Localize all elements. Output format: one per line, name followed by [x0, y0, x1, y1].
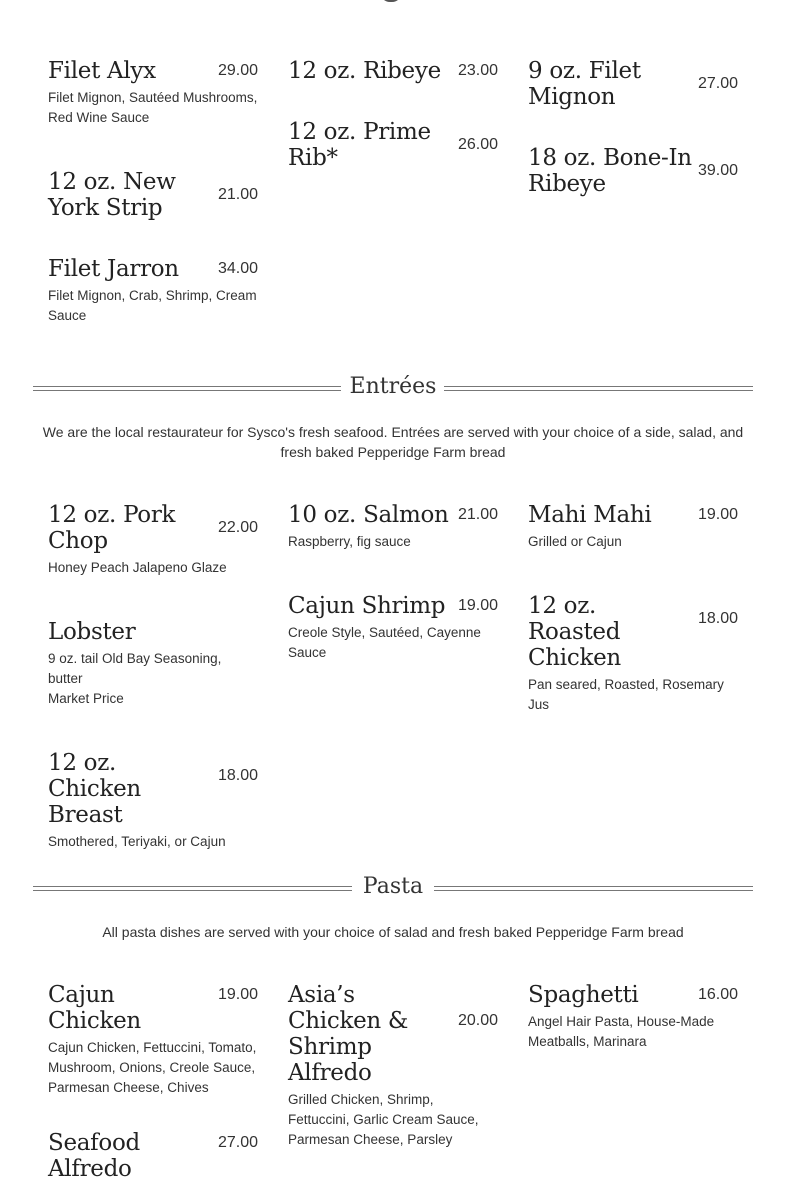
section-title: Entrées [349, 374, 437, 399]
menu-item [288, 593, 498, 663]
item-price: 21.00 [457, 506, 498, 523]
item-name: 12 oz. Chicken Breast [48, 750, 141, 828]
item-name: Cajun Chicken [48, 982, 141, 1034]
divider-rule-right [444, 386, 753, 391]
menu-item [48, 982, 258, 1098]
menu-item [528, 982, 738, 1052]
item-price: 16.00 [697, 986, 738, 1003]
menu-item [288, 982, 498, 1150]
menu-item [288, 58, 498, 84]
menu-item [48, 619, 258, 709]
item-price: 19.00 [457, 597, 498, 614]
item-name: 12 oz. Prime Rib* [288, 119, 431, 171]
menu-item [288, 502, 498, 552]
item-name: 12 oz. Pork Chop [48, 502, 176, 554]
item-description: Filet Mignon, Crab, Shrimp, Cream Sauce [48, 288, 257, 323]
item-price: 34.00 [217, 260, 258, 277]
item-price: 18.00 [217, 767, 258, 784]
item-description: Smothered, Teriyaki, or Cajun [48, 834, 226, 849]
item-price: 18.00 [697, 610, 738, 627]
item-description: Honey Peach Jalapeno Glaze [48, 560, 227, 575]
pasta-description: All pasta dishes are served with your choice of salad and fresh baked Pepperidge Farm bread [102, 924, 684, 940]
item-price: 29.00 [217, 62, 258, 79]
menu-item [48, 169, 258, 221]
divider-rule-right [434, 886, 753, 891]
item-name: 12 oz. New York Strip [48, 169, 176, 221]
item-name: Cajun Shrimp [288, 593, 446, 619]
item-name: Filet Alyx [48, 58, 156, 84]
item-price: 23.00 [457, 62, 498, 79]
item-description: Pan seared, Roasted, Rosemary Jus [528, 677, 724, 712]
item-price: 27.00 [697, 75, 738, 92]
item-price: 22.00 [217, 519, 258, 536]
menu-item [48, 502, 258, 578]
item-name: 12 oz. Ribeye [288, 58, 441, 84]
item-description: Creole Style, Sautéed, Cayenne Sauce [288, 625, 481, 660]
decorative-flourish [380, 0, 402, 2]
item-price: 27.00 [217, 1134, 258, 1151]
item-name: Mahi Mahi [528, 502, 652, 528]
item-name: Asia’s Chicken & Shrimp Alfredo [288, 982, 409, 1086]
menu-item [528, 593, 738, 715]
menu-item [288, 119, 498, 171]
item-description: Angel Hair Pasta, House-Made Meatballs, Marinara [528, 1014, 715, 1049]
item-description: Cajun Chicken, Fettuccini, Tomato, Mushroom, Onions, Creole Sauce, Parmesan Cheese, Chives [48, 1040, 257, 1095]
item-price: 26.00 [457, 136, 498, 153]
pasta-section-header [33, 873, 753, 903]
menu-item [48, 58, 258, 128]
item-description: Grilled or Cajun [528, 534, 622, 549]
item-description: Grilled Chicken, Shrimp, Fettuccini, Garlic Cream Sauce, Parmesan Cheese, Parsley [288, 1092, 479, 1147]
item-name: 10 oz. Salmon [288, 502, 449, 528]
item-name: Lobster [48, 619, 136, 645]
item-description: 9 oz. tail Old Bay Seasoning, butter Market Price [48, 651, 222, 706]
menu-item [528, 502, 738, 552]
item-price: 21.00 [217, 186, 258, 203]
menu-item [48, 256, 258, 326]
item-price: 19.00 [697, 506, 738, 523]
menu-item [528, 58, 738, 110]
menu-item [48, 1130, 258, 1182]
menu-item [528, 145, 738, 197]
entrees-section-header [33, 373, 753, 403]
item-name: 9 oz. Filet Mignon [528, 58, 641, 110]
item-description: Filet Mignon, Sautéed Mushrooms, Red Wine Sauce [48, 90, 258, 125]
item-name: 12 oz. Roasted Chicken [528, 593, 621, 671]
item-price: 19.00 [217, 986, 258, 1003]
item-name: Filet Jarron [48, 256, 179, 282]
section-title: Pasta [362, 874, 424, 899]
item-price: 20.00 [457, 1012, 498, 1029]
item-price: 39.00 [697, 162, 738, 179]
entrees-description: We are the local restaurateur for Sysco's fresh seafood. Entrées are served with your choice of a side, salad, and fresh baked Pepperidge Farm bread [42, 424, 744, 460]
item-description: Raspberry, fig sauce [288, 534, 411, 549]
item-name: Spaghetti [528, 982, 639, 1008]
item-name: 18 oz. Bone-In Ribeye [528, 145, 692, 197]
menu-item [48, 750, 258, 852]
item-name: Seafood Alfredo [48, 1130, 140, 1182]
